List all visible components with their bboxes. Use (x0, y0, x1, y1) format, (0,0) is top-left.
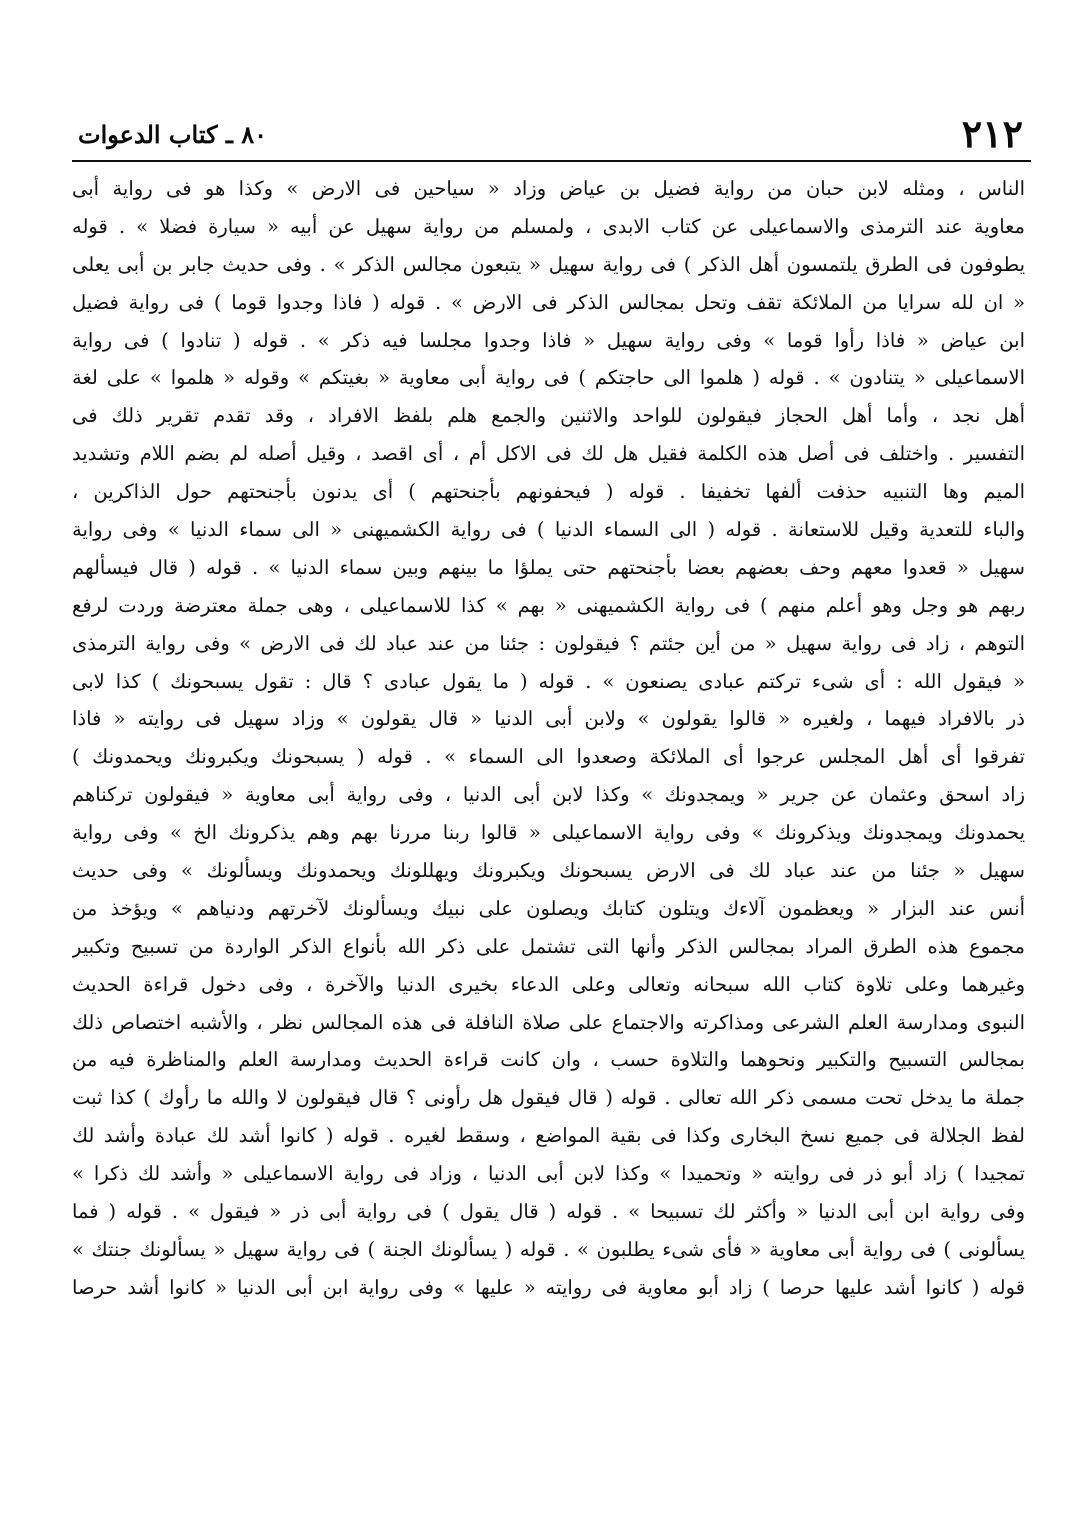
text-line: والباء للتعدية وقيل للاستعانة . قوله ( الى السماء الدنيا ) فى رواية الكشميهنى « الى سماء الدنيا » وفى رواية (72, 518, 1025, 542)
text-line: وغيرهما وعلى تلاوة كتاب الله سبحانه وتعالى وعلى الدعاء بخيرى الدنيا والآخرة ، وفى دخول قراءة الحديث (72, 972, 1025, 996)
text-line: تفرقوا أى أهل المجلس عرجوا أى الملائكة وصعدوا الى السماء » . قوله ( يسبحونك ويكبرونك ويحمدونك ) (72, 745, 1025, 769)
text-line: يحمدونك ويمجدونك ويذكرونك » وفى رواية الاسماعيلى « قالوا ربنا مررنا بهم وهم يذكرونك الخ » وفى رواية (72, 821, 1025, 845)
text-line: الناس ، ومثله لابن حبان من رواية فضيل بن عياض وزاد « سياحين فى الارض » وكذا هو فى رواية أبى (72, 177, 1025, 200)
page-header (78, 110, 1023, 156)
text-line: أهل نجد ، وأما أهل الحجاز فيقولون للواحد والاثنين والجمع هلم بلفظ الافراد ، وقد تقدم تقرير ذلك فى (72, 404, 1025, 428)
text-line: أنس عند البزار « ويعظمون آلاءك ويتلون كتابك ويصلون على نبيك ويسألونك لآخرتهم ودنياهم » ويؤخذ من (72, 896, 1025, 920)
text-line: النبوى ومدارسة العلم الشرعى ومذاكرته والاجتماع على صلاة النافلة فى هذه المجالس نظر ، والأشبه اختصاص ذلك (72, 1010, 1025, 1034)
text-line: معاوية عند الترمذى والاسماعيلى عن كتاب الابدى ، ولمسلم من رواية سهيل عن أبيه « سيارة فضلا » . قوله (72, 214, 1025, 238)
body-text (72, 170, 1025, 1470)
text-line: قوله ( كانوا أشد عليها حرصا ) زاد أبو معاوية فى روايته « عليها » وفى رواية ابن أبى الدنيا « كانوا أشد حرصا (72, 1275, 1025, 1299)
text-line: الاسماعيلى « يتنادون » . قوله ( هلموا الى حاجتكم ) فى رواية أبى معاوية « بغيتكم » وقوله « هلموا » على لغة (72, 366, 1025, 390)
text-line: التفسير . واختلف فى أصل هذه الكلمة فقيل هل لك فى الاكل أم ، أى اقصد ، وقيل أصله لم بضم اللام وتشديد (72, 442, 1025, 466)
header-rule (72, 160, 1031, 162)
text-line: مجموع هذه الطرق المراد بمجالس الذكر وأنها التى تشتمل على ذكر الله بأنواع الذكر الواردة من تسبيح وتكبير (72, 934, 1025, 958)
text-line: ابن عياض « فاذا رأوا قوما » وفى رواية سهيل « فاذا وجدوا مجلسا فيه ذكر » . قوله ( تنادوا ) فى رواية (72, 328, 1025, 352)
page-number: ٢١٢ (961, 111, 1023, 156)
text-line: يطوفون فى الطرق يلتمسون أهل الذكر ) فى رواية سهيل « يتبعون مجالس الذكر » . وفى حديث جابر بن أبى يعلى (72, 252, 1025, 276)
text-line: الميم وها التنبيه حذفت ألفها تخفيفا . قوله ( فيحفونهم بأجنحتهم ) أى يدنون بأجنحتهم حول الذاكرين ، (72, 480, 1025, 504)
text-line: « ان لله سرايا من الملائكة تقف وتحل بمجالس الذكر فى الارض » . قوله ( فاذا وجدوا قوما ) فى رواية فضيل (72, 290, 1025, 314)
text-line: جملة ما يدخل تحت مسمى ذكر الله تعالى . قوله ( قال فيقول هل رأونى ؟ قال فيقولون لا والله ما رأوك ) كذا ثبت (72, 1086, 1025, 1110)
text-line: بمجالس التسبيح والتكبير ونحوهما والتلاوة حسب ، وان كانت قراءة الحديث ومدارسة العلم والمناظرة فيه من (72, 1048, 1025, 1072)
text-line: لفظ الجلالة فى جميع نسخ البخارى وكذا فى بقية المواضع ، وسقط لغيره . قوله ( كانوا أشد لك عبادة وأشد لك (72, 1124, 1025, 1148)
text-line: « فيقول الله : أى شىء تركتم عبادى يصنعون » . قوله ( ما يقول عبادى ؟ قال : تقول يسبحونك ) كذا لابى (72, 669, 1025, 693)
text-line: ربهم هو وجل وهو أعلم منهم ) فى رواية الكشميهنى « بهم » كذا للاسماعيلى ، وهى جملة معترضة وردت لرفع (72, 593, 1025, 617)
text-line: يسألونى ) فى رواية أبى معاوية « فأى شىء يطلبون » . قوله ( يسألونك الجنة ) فى رواية سهيل « يسألونك جنتك » (72, 1237, 1025, 1261)
text-line: زاد اسحق وعثمان عن جرير « ويمجدونك » وكذا لابن أبى الدنيا ، وفى رواية أبى معاوية « فيقولون تركناهم (72, 783, 1025, 807)
text-line: تمجيدا ) زاد أبو ذر فى روايته « وتحميدا » وكذا لابن أبى الدنيا ، وزاد فى رواية الاسماعيلى « وأشد لك ذكرا » (72, 1162, 1025, 1186)
text-line: التوهم ، زاد فى رواية سهيل « من أين جئتم ؟ فيقولون : جئنا من عند عباد لك فى الارض » وفى رواية الترمذى (72, 631, 1025, 655)
text-line: ذر بالافراد فيهما ، ولغيره « قالوا يقولون » ولابن أبى الدنيا « قال يقولون » وزاد سهيل فى روايته « فاذا (72, 707, 1025, 731)
text-line: سهيل « جئنا من عند عباد لك فى الارض يسبحونك ويكبرونك ويهللونك ويحمدونك ويسألونك » وفى حديث (72, 859, 1025, 883)
running-title: ٨٠ ـ كتاب الدعوات (78, 120, 268, 149)
text-line: سهيل « قعدوا معهم وحف بعضهم بعضا بأجنحتهم حتى يملؤا ما بينهم وبين سماء الدنيا » . قوله ( قال فيسألهم (72, 555, 1025, 579)
text-line: وفى رواية ابن أبى الدنيا « وأكثر لك تسبيحا » . قوله ( قال يقول ) فى رواية أبى ذر « فيقول » . قوله ( فما (72, 1200, 1025, 1224)
